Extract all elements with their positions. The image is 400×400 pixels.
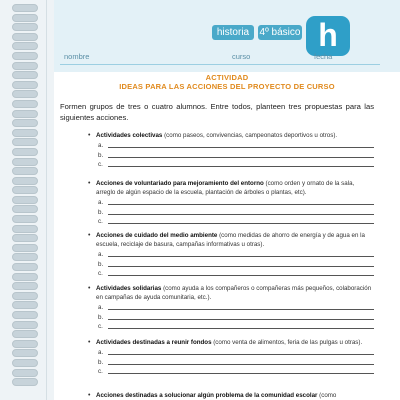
answer-line[interactable] [98,268,374,278]
binder-hole [12,273,38,281]
binder-hole [12,311,38,319]
answer-line[interactable] [98,150,374,160]
answer-rule [108,157,374,158]
answer-rule [108,166,374,167]
binder-hole [12,71,38,79]
answer-line[interactable] [98,347,374,357]
answer-letter: b. [98,358,104,366]
section-prompt [96,391,374,400]
binder-hole [12,253,38,261]
answer-line[interactable] [98,159,374,169]
binder-hole [12,292,38,300]
section-prompt [96,131,374,140]
answer-letter: b. [98,260,104,268]
answer-rule [108,266,374,267]
binder-hole [12,186,38,194]
task-section [88,391,374,400]
binder-hole [12,138,38,146]
student-info-row [60,50,380,65]
instructions: Formen grupos de tres o cuatro alumnos. Entre todos, planteen tres propuestas para las siguientes acciones. [60,102,374,122]
binder-hole [12,215,38,223]
binder-hole [12,4,38,12]
answer-line[interactable] [98,357,374,367]
subject-tag: historia [212,25,254,40]
task-section [88,179,374,226]
binder-hole [12,33,38,41]
answer-letter: b. [98,208,104,216]
binder-hole [12,42,38,50]
binder-hole [12,321,38,329]
task-section [88,338,374,376]
date-label: fecha [314,52,333,61]
bullet-icon: • [88,339,91,346]
binder-hole [12,225,38,233]
binder-hole [12,263,38,271]
binder-hole [12,301,38,309]
section-heading: Acciones destinadas a solucionar algún problema de la comunidad escolar [96,392,318,399]
answer-line[interactable] [98,321,374,331]
answer-rule [108,373,374,374]
binder-strip [0,0,54,400]
bullet-icon: • [88,392,91,399]
answer-line[interactable] [98,197,374,207]
answer-line[interactable] [98,259,374,269]
bullet-icon: • [88,285,91,292]
binder-hole [12,244,38,252]
section-heading: Actividades solidarias [96,285,162,292]
binder-hole [12,167,38,175]
answer-line[interactable] [98,216,374,226]
binder-hole [12,81,38,89]
answer-letter: a. [98,199,104,206]
binder-hole [12,148,38,156]
bullet-icon: • [88,132,91,139]
binder-hole [12,349,38,357]
section-heading: Acciones de cuidado del medio ambiente [96,232,218,239]
grade-tag: 4º básico [259,27,301,38]
section-prompt [96,338,374,347]
answer-line[interactable] [98,312,374,322]
binder-hole [12,282,38,290]
answer-letter: b. [98,313,104,321]
answer-letter: a. [98,304,104,311]
section-detail: (como paseos, convivencias, campeonatos deportivos u otros). [162,132,338,139]
section-heading: Actividades colectivas [96,132,163,139]
answer-rule [108,319,374,320]
name-label: nombre [64,52,90,61]
h-logo: h [306,16,350,56]
section-detail: (como venta de alimentos, feria de las pulgas u otras). [211,339,363,346]
answer-rule [108,328,374,329]
answer-rule [108,223,374,224]
section-detail: (como ayuda a los compañeros o compañeras más pequeños, colaboración en campañas de ayuda comunitaria, etc.). [96,285,372,301]
answer-rule [108,256,374,257]
binder-hole [12,129,38,137]
answer-line[interactable] [98,207,374,217]
answer-line[interactable] [98,366,374,376]
answer-letter: c. [98,270,103,278]
section-prompt [96,231,374,249]
section-heading: Acciones de voluntariado para mejoramiento del entorno [96,180,264,187]
binder-hole [12,359,38,367]
answer-rule [108,364,374,365]
binder-hole [12,14,38,22]
section-heading: Actividades destinadas a reunir fondos [96,339,212,346]
section-detail: (como [317,392,337,399]
binder-hole [12,177,38,185]
binder-hole [12,196,38,204]
course-label: curso [232,52,251,61]
answer-letter: c. [98,323,103,331]
answer-letter: a. [98,349,104,356]
answer-rule [108,204,374,205]
section-prompt [96,284,374,302]
binder-hole [12,369,38,377]
binder-hole [12,23,38,31]
binder-hole [12,110,38,118]
binder-holes [12,4,38,386]
answer-line[interactable] [98,249,374,259]
answer-letter: a. [98,251,104,258]
answer-rule [108,147,374,148]
binder-hole [12,100,38,108]
bullet-icon: • [88,180,91,187]
answer-rule [108,275,374,276]
answer-rule [108,214,374,215]
answer-line[interactable] [98,302,374,312]
activity-title: ACTIVIDAD [205,73,249,82]
answer-letter: c. [98,161,103,169]
task-section [88,131,374,169]
answer-letter: a. [98,142,104,149]
binder-hole [12,234,38,242]
binder-hole [12,205,38,213]
task-section [88,284,374,331]
binder-hole [12,330,38,338]
answer-letter: b. [98,151,104,159]
binder-hole [12,340,38,348]
answer-rule [108,354,374,355]
binder-hole [12,158,38,166]
section-detail: (como orden y ornato de la sala, arreglo de algún espacio de la escuela, plantación de árboles o plantas, etc). [96,180,355,196]
activity-subtitle: IDEAS PARA LAS ACCIONES DEL PROYECTO DE CURSO [119,82,335,91]
bullet-icon: • [88,232,91,239]
answer-letter: c. [98,368,103,376]
answer-rule [108,309,374,310]
answer-letter: c. [98,218,103,226]
binder-hole [12,52,38,60]
binder-hole [12,62,38,70]
answer-line[interactable] [98,140,374,150]
section-prompt [96,179,374,197]
task-section [88,231,374,278]
binder-hole [12,119,38,127]
binder-hole [12,378,38,386]
section-detail: (como medidas de ahorro de energía y de agua en la escuela, reciclaje de basura, campañas informativas u otras). [96,232,365,248]
binder-hole [12,90,38,98]
